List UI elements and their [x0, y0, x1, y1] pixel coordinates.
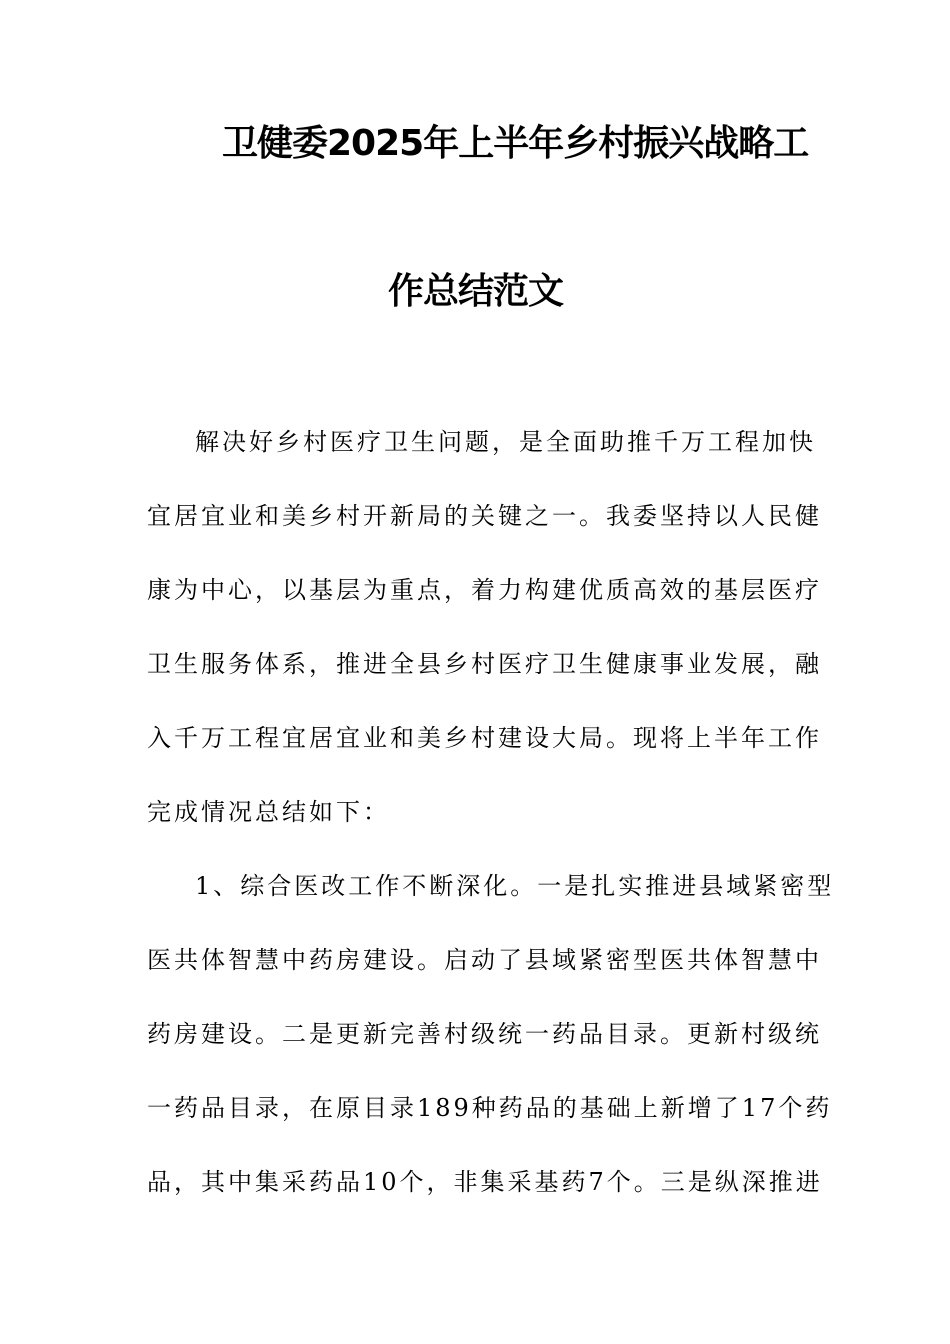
paragraph-line: 完成情况总结如下：: [147, 798, 390, 826]
paragraph-line: 宜居宜业和美乡村开新局的关键之一。我委坚持以人民健: [147, 502, 822, 530]
paragraph-line: 卫生服务体系，推进全县乡村医疗卫生健康事业发展，融: [147, 650, 822, 678]
document-title-line-2: 作总结范文: [388, 271, 564, 312]
paragraph-line: 药房建设。二是更新完善村级统一药品目录。更新村级统: [147, 1020, 822, 1048]
paragraph-line: 一药品目录，在原目录189种药品的基础上新增了17个药: [147, 1094, 833, 1122]
document-title-line-1: 卫健委2025年上半年乡村振兴战略工: [222, 123, 809, 164]
paragraph-line: 入千万工程宜居宜业和美乡村建设大局。现将上半年工作: [147, 724, 822, 752]
paragraph-line: 解决好乡村医疗卫生问题，是全面助推千万工程加快: [195, 428, 816, 456]
paragraph-line: 康为中心，以基层为重点，着力构建优质高效的基层医疗: [147, 576, 822, 604]
paragraph-line: 1、综合医改工作不断深化。一是扎实推进县域紧密型: [195, 872, 835, 900]
paragraph-line: 医共体智慧中药房建设。启动了县域紧密型医共体智慧中: [147, 946, 822, 974]
paragraph-line: 品，其中集采药品10个，非集采基药7个。三是纵深推进: [147, 1168, 823, 1196]
